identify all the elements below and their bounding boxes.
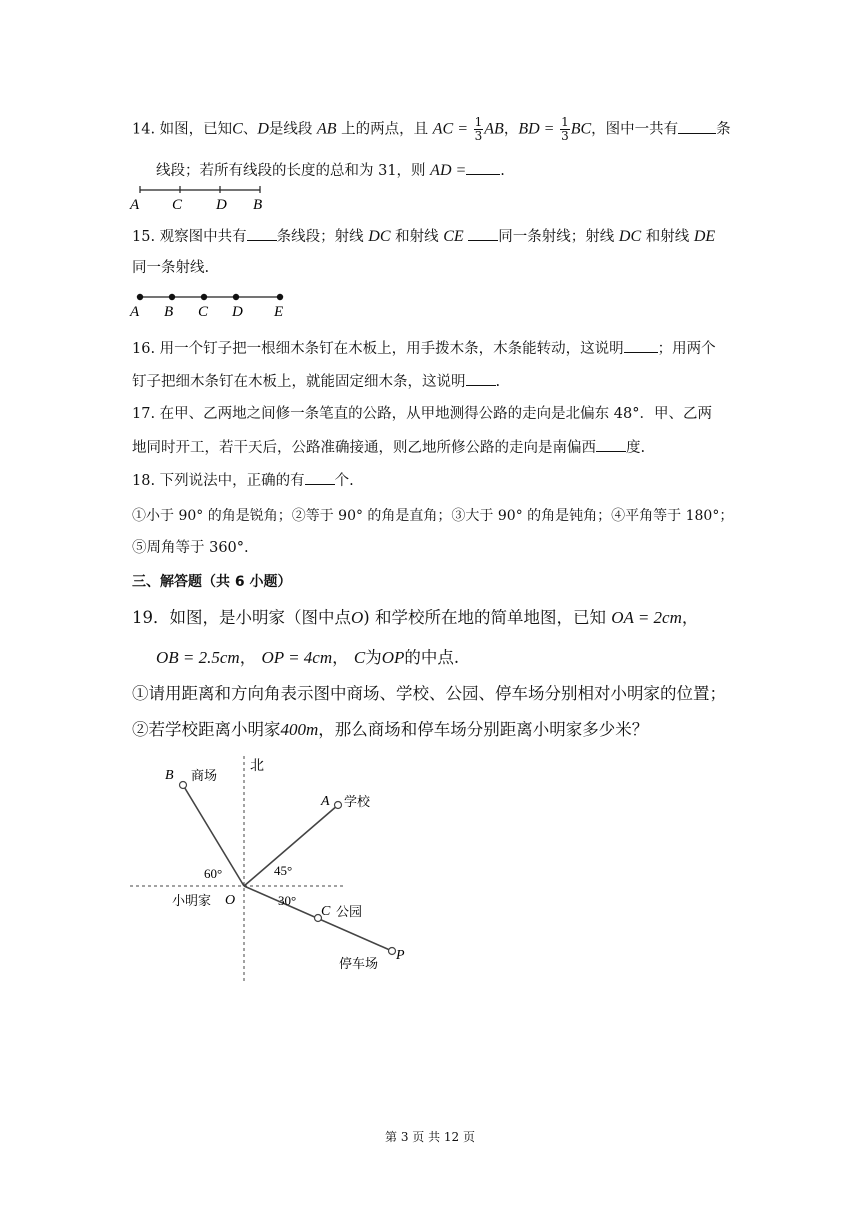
ray-ce: CE: [443, 228, 464, 245]
angle-60-label: 60°: [204, 866, 223, 881]
answer-blank[interactable]: [624, 338, 658, 353]
text: 观察图中共有: [159, 229, 247, 245]
q15-points-figure: [128, 289, 298, 321]
text: .: [500, 163, 505, 179]
question-18-line-3: [132, 538, 249, 558]
text: ，: [681, 608, 699, 627]
question-18-line-2: [132, 506, 733, 526]
text: 为: [365, 648, 382, 667]
equation-ac: AC =: [432, 120, 469, 138]
text: .: [495, 374, 501, 390]
question-17-line-1: [132, 404, 712, 424]
label-c: C: [198, 304, 209, 320]
text: 和射线: [395, 229, 439, 245]
parking-label: 停车场: [339, 956, 379, 971]
equation-ob: OB = 2.5cm: [156, 648, 240, 667]
text: 和射线: [645, 229, 690, 245]
home-label: 小明家: [172, 893, 212, 908]
label-p: P: [396, 948, 405, 963]
fraction-one-third: [560, 116, 570, 143]
text: 钉子把细木条钉在木板上，就能固定细木条，这说明: [132, 374, 466, 390]
label-c: C: [321, 904, 331, 919]
frac-den: 3: [474, 129, 483, 143]
label-o: O: [225, 893, 236, 908]
fraction-one-third: [474, 116, 484, 143]
var-o: O: [351, 608, 364, 627]
question-number: 14.: [132, 121, 156, 138]
section-heading: 三、解答题（共 6 小题）: [132, 574, 292, 590]
mall-label: 商场: [191, 768, 218, 783]
angle-30-label: 30°: [278, 893, 297, 908]
text: ，: [503, 121, 519, 138]
school-label: 学校: [344, 794, 371, 809]
text: 度.: [626, 440, 646, 456]
question-14-line-1: [132, 116, 731, 143]
text: 19．如图，是小明家（图中点: [132, 608, 351, 627]
equation-ad: AD =: [430, 162, 467, 179]
text: ⑤周角等于 360°.: [132, 540, 249, 556]
answer-blank[interactable]: [466, 160, 500, 175]
question-19-line-2: [156, 648, 459, 668]
q19-map-figure: [126, 752, 416, 988]
text: 地同时开工，若干天后，公路准确接通，则乙地所修公路的走向是南偏西: [132, 440, 596, 456]
text: 16. 用一个钉子把一根细木条钉在木板上，用手拨木条，木条能转动，这说明: [132, 341, 624, 357]
ray-dc: DC: [368, 228, 391, 245]
text: 上的两点，且: [341, 121, 429, 138]
text: ) 和学校所在地的简单地图，已知: [363, 608, 606, 627]
question-19-line-1: [132, 608, 698, 628]
question-14-line-2: [156, 160, 505, 181]
text: 18. 下列说法中，正确的有: [132, 473, 305, 489]
text: 同一条射线；射线: [498, 229, 615, 245]
question-number: 15.: [132, 229, 156, 245]
label-b: B: [164, 304, 174, 320]
answer-blank[interactable]: [678, 119, 716, 134]
answer-blank[interactable]: [466, 371, 496, 386]
park-label: 公园: [336, 904, 363, 919]
text: ，: [332, 648, 349, 667]
answer-blank[interactable]: [468, 226, 498, 241]
ray-de: DE: [693, 228, 716, 245]
question-15-line-2: [132, 258, 209, 278]
text: 个.: [334, 473, 354, 489]
label-b: B: [165, 768, 174, 783]
text: ②若学校距离小明家: [132, 720, 281, 739]
equation-op: OP = 4cm: [261, 648, 333, 667]
text: 、: [242, 121, 258, 138]
question-15-line-1: [132, 226, 715, 247]
angle-45-label: 45°: [274, 863, 293, 878]
label-b: B: [253, 197, 263, 213]
label-a: A: [130, 304, 140, 320]
question-16-line-2: [132, 371, 500, 392]
text: 如图，已知: [159, 121, 233, 138]
frac-den: 3: [561, 129, 569, 143]
frac-num: 1: [474, 115, 483, 129]
label-d: D: [216, 197, 227, 213]
label-d: D: [232, 304, 243, 320]
question-17-line-2: [132, 437, 645, 458]
text: 条: [716, 121, 731, 138]
text: 同一条射线.: [132, 260, 210, 276]
text: ；用两个: [657, 341, 716, 357]
answer-blank[interactable]: [596, 437, 626, 452]
text: 是线段: [268, 121, 313, 138]
var-ab: AB: [317, 120, 337, 138]
label-a: A: [130, 197, 140, 213]
text: ，那么商场和停车场分别距离小明家多少米？: [318, 720, 649, 739]
var-d: D: [257, 120, 269, 138]
page-footer: 第 3 页 共 12 页: [385, 1130, 475, 1144]
text: ，: [239, 648, 257, 667]
answer-blank[interactable]: [247, 226, 277, 241]
answer-blank[interactable]: [305, 470, 335, 485]
frac-num: 1: [561, 115, 569, 129]
equation-bd: BD =: [518, 120, 555, 138]
q14-segment-figure: [128, 184, 278, 214]
equation-bc: BC: [570, 120, 592, 138]
question-16-line-1: [132, 338, 716, 359]
distance-400m: 400m: [280, 720, 319, 739]
label-c: C: [172, 197, 183, 213]
text: 17. 在甲、乙两地之间修一条笔直的公路，从甲地测得公路的走向是北偏东 48°．甲、乙两: [132, 406, 712, 422]
ray-dc: DC: [618, 228, 642, 245]
question-19-line-4: [132, 720, 648, 740]
text: ①请用距离和方向角表示图中商场、学校、公园、停车场分别相对小明家的位置；: [132, 684, 726, 703]
var-op: OP: [381, 648, 405, 667]
label-a: A: [321, 794, 330, 809]
var-c: C: [232, 120, 243, 138]
var-c: C: [353, 648, 366, 667]
text: 条线段；射线: [276, 229, 364, 245]
text: ①小于 90° 的角是锐角；②等于 90° 的角是直角；③大于 90° 的角是钝角；④平角等于 180°；: [132, 508, 734, 524]
label-e: E: [274, 304, 284, 320]
equation-oa: OA = 2cm: [611, 608, 682, 627]
equation-ab: AB: [484, 120, 504, 138]
text: ，图中一共有: [591, 121, 679, 138]
question-19-line-3: [132, 684, 726, 704]
question-18-line-1: [132, 470, 354, 491]
text: 线段；若所有线段的长度的总和为 31，则: [156, 163, 426, 179]
text: 的中点.: [404, 648, 460, 667]
north-label: 北: [250, 759, 264, 774]
